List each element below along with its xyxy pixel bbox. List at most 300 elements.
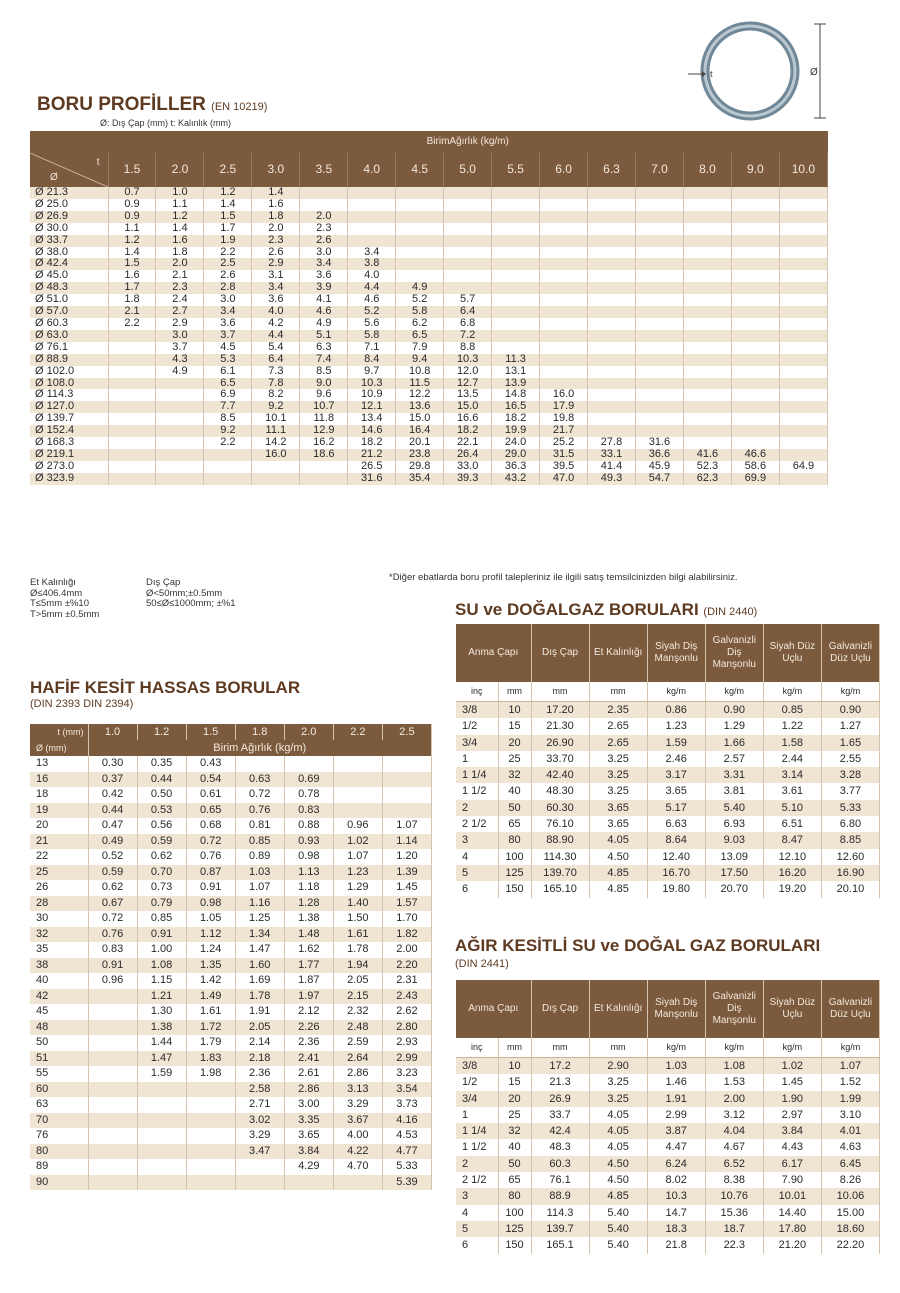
table-cell: 8.8: [444, 342, 492, 354]
table-cell: 0.96: [333, 818, 382, 834]
boru-col-header: 4.5: [396, 153, 444, 187]
table-cell: 3.31: [705, 767, 763, 783]
table-cell: 4.67: [705, 1139, 763, 1155]
table-cell: [156, 389, 204, 401]
table-cell: [683, 235, 731, 247]
table-cell: 90: [30, 1175, 88, 1191]
table-cell: 100: [498, 1205, 531, 1221]
table-cell: [588, 223, 636, 235]
table-cell: 48: [30, 1020, 88, 1036]
table-cell: 1 1/2: [456, 783, 498, 799]
table-row: [30, 849, 432, 865]
table-cell: 1.20: [382, 849, 431, 865]
table-cell: 3.87: [647, 1123, 705, 1139]
table-cell: 1.13: [284, 865, 333, 881]
table-cell: [635, 366, 683, 378]
su-col-header: Dış Çap: [531, 624, 589, 682]
su-unit: mm: [531, 682, 589, 702]
table-cell: [382, 787, 431, 803]
table-cell: 2.20: [382, 958, 431, 974]
table-cell: [88, 1004, 137, 1020]
table-cell: [156, 378, 204, 390]
table-cell: Ø 152.4: [30, 425, 108, 437]
table-cell: [588, 354, 636, 366]
table-cell: 64.9: [779, 461, 827, 473]
table-cell: 1.7: [204, 223, 252, 235]
table-cell: 2.36: [235, 1066, 284, 1082]
table-row: [30, 187, 828, 199]
table-cell: 4.3: [156, 354, 204, 366]
table-cell: 4.5: [204, 342, 252, 354]
table-row: [456, 1188, 880, 1204]
table-cell: Ø 273.0: [30, 461, 108, 473]
table-cell: 1.05: [186, 911, 235, 927]
table-cell: 2.2: [204, 437, 252, 449]
table-cell: 2.32: [333, 1004, 382, 1020]
table-cell: Ø 30.0: [30, 223, 108, 235]
table-cell: [588, 342, 636, 354]
table-cell: 0.68: [186, 818, 235, 834]
table-cell: 0.98: [186, 896, 235, 912]
table-cell: 3.4: [300, 258, 348, 270]
table-cell: 5.17: [647, 800, 705, 816]
table-cell: 2.05: [333, 973, 382, 989]
table-cell: 1: [456, 1107, 498, 1123]
table-cell: [108, 378, 156, 390]
table-cell: 3.54: [382, 1082, 431, 1098]
table-cell: 16.70: [647, 865, 705, 881]
table-cell: 18.60: [821, 1221, 879, 1237]
table-cell: 5.8: [396, 306, 444, 318]
table-cell: 29.0: [492, 449, 540, 461]
boru-legend: Ø: Dış Çap (mm) t: Kalınlık (mm): [100, 118, 232, 128]
table-cell: [396, 223, 444, 235]
table-cell: 1.69: [235, 973, 284, 989]
su-title-text: SU ve DOĞALGAZ BORULARI: [455, 600, 699, 619]
table-cell: 1.39: [382, 865, 431, 881]
table-row: [30, 1144, 432, 1160]
table-cell: [492, 294, 540, 306]
table-cell: [683, 211, 731, 223]
table-cell: 1.91: [235, 1004, 284, 1020]
table-cell: Ø 42.4: [30, 258, 108, 270]
table-cell: 60.30: [531, 800, 589, 816]
table-cell: Ø 168.3: [30, 437, 108, 449]
table-cell: 4.05: [589, 1123, 647, 1139]
table-cell: [156, 437, 204, 449]
table-cell: 50: [498, 1156, 531, 1172]
table-cell: 3.25: [589, 1074, 647, 1090]
table-cell: 69.9: [731, 473, 779, 485]
table-row: [456, 1156, 880, 1172]
table-cell: [108, 342, 156, 354]
table-cell: 3.65: [647, 783, 705, 799]
table-cell: 31.6: [348, 473, 396, 485]
table-cell: 16.90: [821, 865, 879, 881]
table-cell: [731, 366, 779, 378]
table-cell: 1.48: [284, 927, 333, 943]
table-cell: 13.6: [396, 401, 444, 413]
table-cell: 17.50: [705, 865, 763, 881]
table-cell: 33.0: [444, 461, 492, 473]
table-cell: 1.82: [382, 927, 431, 943]
table-row: [456, 1205, 880, 1221]
table-row: [30, 1128, 432, 1144]
table-cell: 4.9: [156, 366, 204, 378]
table-cell: 16.6: [444, 413, 492, 425]
table-cell: [156, 461, 204, 473]
table-cell: [635, 330, 683, 342]
table-cell: 5.3: [204, 354, 252, 366]
table-cell: [540, 270, 588, 282]
table-cell: 9.2: [252, 401, 300, 413]
table-cell: 1.4: [252, 187, 300, 199]
table-row: [30, 834, 432, 850]
table-cell: 19.80: [647, 881, 705, 897]
table-cell: 1.16: [235, 896, 284, 912]
table-cell: 3.23: [382, 1066, 431, 1082]
su-unit: inç: [456, 682, 498, 702]
tol-dia-1: Ø<50mm;±0.5mm: [146, 587, 223, 599]
table-cell: 2.15: [333, 989, 382, 1005]
table-row: [30, 389, 828, 401]
table-cell: 2.9: [252, 258, 300, 270]
table-cell: [683, 306, 731, 318]
table-cell: [779, 318, 827, 330]
table-cell: [683, 294, 731, 306]
table-cell: 89: [30, 1159, 88, 1175]
table-cell: 8.38: [705, 1172, 763, 1188]
table-cell: 63: [30, 1097, 88, 1113]
table-cell: 8.02: [647, 1172, 705, 1188]
table-cell: 1.15: [137, 973, 186, 989]
table-cell: 0.91: [186, 880, 235, 896]
table-cell: 40: [30, 973, 88, 989]
table-cell: [635, 223, 683, 235]
table-cell: 1.25: [235, 911, 284, 927]
table-cell: 3.13: [333, 1082, 382, 1098]
table-cell: 24.0: [492, 437, 540, 449]
table-cell: 4.50: [589, 849, 647, 865]
table-cell: [108, 425, 156, 437]
table-cell: 12.60: [821, 849, 879, 865]
table-cell: [333, 787, 382, 803]
table-cell: 0.53: [137, 803, 186, 819]
table-cell: 51: [30, 1051, 88, 1067]
table-cell: [683, 401, 731, 413]
table-cell: 3.61: [763, 783, 821, 799]
table-cell: [683, 247, 731, 259]
table-cell: 14.6: [348, 425, 396, 437]
table-cell: 2.99: [382, 1051, 431, 1067]
table-cell: 8.26: [821, 1172, 879, 1188]
table-cell: 2.59: [333, 1035, 382, 1051]
table-cell: 2.9: [156, 318, 204, 330]
table-cell: 0.87: [186, 865, 235, 881]
table-cell: 1.78: [333, 942, 382, 958]
table-cell: 1.2: [204, 187, 252, 199]
table-cell: [540, 223, 588, 235]
table-cell: 27.8: [588, 437, 636, 449]
table-cell: [156, 413, 204, 425]
table-cell: 12.9: [300, 425, 348, 437]
table-cell: [635, 247, 683, 259]
table-cell: 1.35: [186, 958, 235, 974]
table-cell: 40: [498, 783, 531, 799]
table-cell: 3/8: [456, 1058, 498, 1075]
hafif-col-header: 1.5: [186, 724, 235, 740]
table-cell: 2.14: [235, 1035, 284, 1051]
table-cell: 14.7: [647, 1205, 705, 1221]
table-cell: 0.44: [137, 772, 186, 788]
table-cell: 3.84: [763, 1123, 821, 1139]
table-row: [30, 1035, 432, 1051]
agir-unit: mm: [498, 1038, 531, 1058]
table-cell: 0.59: [137, 834, 186, 850]
table-cell: 12.10: [763, 849, 821, 865]
table-cell: [300, 473, 348, 485]
table-row: [30, 437, 828, 449]
table-cell: [779, 211, 827, 223]
table-cell: 2.58: [235, 1082, 284, 1098]
boru-corner: [30, 153, 108, 187]
table-cell: [779, 354, 827, 366]
table-cell: 0.86: [647, 702, 705, 719]
table-cell: [108, 401, 156, 413]
table-row: [30, 973, 432, 989]
table-cell: 3.65: [589, 800, 647, 816]
table-cell: 19.20: [763, 881, 821, 897]
table-cell: 3: [456, 1188, 498, 1204]
table-row: [30, 354, 828, 366]
table-cell: 2.7: [156, 306, 204, 318]
table-cell: 0.67: [88, 896, 137, 912]
table-cell: 2.18: [235, 1051, 284, 1067]
table-cell: [235, 756, 284, 772]
table-row: [30, 927, 432, 943]
agir-col-header: Anma Çapı: [456, 980, 531, 1038]
table-cell: 6: [456, 881, 498, 897]
table-row: [30, 258, 828, 270]
table-cell: 0.65: [186, 803, 235, 819]
table-row: [456, 718, 880, 734]
table-cell: 0.72: [235, 787, 284, 803]
table-cell: [108, 437, 156, 449]
table-cell: [540, 235, 588, 247]
table-cell: [284, 756, 333, 772]
table-cell: 33.1: [588, 449, 636, 461]
agir-col-header: Dış Çap: [531, 980, 589, 1038]
table-cell: 1.07: [333, 849, 382, 865]
table-cell: 1.29: [333, 880, 382, 896]
table-cell: 1.97: [284, 989, 333, 1005]
table-cell: 6.2: [396, 318, 444, 330]
table-cell: [731, 413, 779, 425]
table-cell: 19: [30, 803, 88, 819]
table-cell: 11.5: [396, 378, 444, 390]
table-row: [30, 473, 828, 485]
table-cell: [108, 413, 156, 425]
table-cell: 1.21: [137, 989, 186, 1005]
table-cell: Ø 63.0: [30, 330, 108, 342]
tol-wall-2: T≤5mm ±%10: [30, 598, 89, 609]
table-cell: 0.72: [88, 911, 137, 927]
table-cell: [88, 1082, 137, 1098]
table-cell: 9.03: [705, 832, 763, 848]
table-cell: 1.1: [156, 199, 204, 211]
table-cell: 1.99: [821, 1091, 879, 1107]
table-cell: [683, 270, 731, 282]
table-cell: 1.6: [108, 270, 156, 282]
table-cell: 1.60: [235, 958, 284, 974]
boru-standard: (EN 10219): [211, 101, 268, 113]
table-cell: 4.22: [333, 1144, 382, 1160]
table-cell: [731, 258, 779, 270]
table-cell: 0.83: [88, 942, 137, 958]
table-cell: 3/4: [456, 735, 498, 751]
table-cell: [779, 199, 827, 211]
table-cell: [108, 366, 156, 378]
table-cell: 3.4: [204, 306, 252, 318]
table-cell: 6.1: [204, 366, 252, 378]
table-cell: [731, 401, 779, 413]
table-cell: 2.43: [382, 989, 431, 1005]
table-row: [30, 958, 432, 974]
table-cell: 1.91: [647, 1091, 705, 1107]
table-cell: 1.22: [763, 718, 821, 734]
table-cell: 1.08: [137, 958, 186, 974]
table-cell: 0.30: [88, 756, 137, 772]
table-cell: [137, 1082, 186, 1098]
table-cell: 1.59: [647, 735, 705, 751]
table-cell: 1.23: [647, 718, 705, 734]
table-cell: 3.84: [284, 1144, 333, 1160]
table-cell: 4.85: [589, 881, 647, 897]
table-cell: 0.70: [137, 865, 186, 881]
table-cell: 13: [30, 756, 88, 772]
table-cell: 0.73: [137, 880, 186, 896]
table-cell: 3.81: [705, 783, 763, 799]
table-cell: [540, 378, 588, 390]
table-row: [30, 1004, 432, 1020]
table-cell: [779, 187, 827, 199]
table-cell: 4.16: [382, 1113, 431, 1129]
table-cell: [779, 378, 827, 390]
table-cell: [588, 330, 636, 342]
table-cell: 3.0: [204, 294, 252, 306]
table-cell: [540, 187, 588, 199]
table-cell: [348, 187, 396, 199]
table-cell: [540, 199, 588, 211]
table-cell: 3.35: [284, 1113, 333, 1129]
table-cell: 14.40: [763, 1205, 821, 1221]
table-cell: 5.40: [705, 800, 763, 816]
agir-unit: inç: [456, 1038, 498, 1058]
table-cell: 3.29: [235, 1128, 284, 1144]
table-cell: [137, 1144, 186, 1160]
table-cell: [779, 473, 827, 485]
table-cell: 1.4: [204, 199, 252, 211]
table-cell: 3.14: [763, 767, 821, 783]
table-cell: 1.0: [156, 187, 204, 199]
table-cell: [88, 1113, 137, 1129]
table-cell: [186, 1175, 235, 1191]
table-cell: 31.5: [540, 449, 588, 461]
table-cell: 2.6: [252, 247, 300, 259]
table-cell: [635, 354, 683, 366]
table-cell: [731, 235, 779, 247]
hafif-unit-header: Birim Ağırlık (kg/m): [88, 740, 432, 756]
table-cell: [635, 282, 683, 294]
table-cell: [137, 1113, 186, 1129]
table-cell: [731, 437, 779, 449]
table-cell: [444, 199, 492, 211]
table-cell: [396, 199, 444, 211]
table-cell: 42.40: [531, 767, 589, 783]
agir-table: [456, 980, 880, 1254]
table-cell: [444, 223, 492, 235]
table-cell: 43.2: [492, 473, 540, 485]
table-cell: [156, 401, 204, 413]
table-cell: [108, 461, 156, 473]
table-cell: 1.02: [763, 1058, 821, 1075]
table-cell: 1.30: [137, 1004, 186, 1020]
table-cell: 1.66: [705, 735, 763, 751]
su-col-header: Anma Çapı: [456, 624, 531, 682]
table-cell: [137, 1128, 186, 1144]
table-cell: [333, 1175, 382, 1191]
table-cell: 1.61: [333, 927, 382, 943]
table-cell: 11.8: [300, 413, 348, 425]
table-cell: [588, 425, 636, 437]
table-cell: 70: [30, 1113, 88, 1129]
table-cell: 13.9: [492, 378, 540, 390]
table-cell: 1.00: [137, 942, 186, 958]
table-cell: 3.73: [382, 1097, 431, 1113]
table-cell: 1.47: [235, 942, 284, 958]
table-cell: 5.40: [589, 1221, 647, 1237]
table-cell: 13.09: [705, 849, 763, 865]
agir-unit: kg/m: [763, 1038, 821, 1058]
table-cell: 0.91: [137, 927, 186, 943]
table-cell: [235, 1175, 284, 1191]
table-row: [30, 865, 432, 881]
table-cell: 0.54: [186, 772, 235, 788]
table-cell: 1.24: [186, 942, 235, 958]
table-cell: 1.14: [382, 834, 431, 850]
table-cell: [779, 413, 827, 425]
table-cell: 21: [30, 834, 88, 850]
table-row: [30, 330, 828, 342]
table-cell: 5.4: [252, 342, 300, 354]
table-cell: 5.7: [444, 294, 492, 306]
table-cell: 16.20: [763, 865, 821, 881]
table-cell: 1.9: [204, 235, 252, 247]
table-cell: 1.23: [333, 865, 382, 881]
table-cell: [540, 258, 588, 270]
hafif-col-header: 2.0: [284, 724, 333, 740]
table-cell: 1 1/4: [456, 1123, 498, 1139]
table-cell: 20.1: [396, 437, 444, 449]
table-cell: [88, 1066, 137, 1082]
agir-unit: kg/m: [705, 1038, 763, 1058]
table-cell: 21.3: [531, 1074, 589, 1090]
table-cell: 1.4: [156, 223, 204, 235]
table-row: [30, 247, 828, 259]
table-cell: 46.6: [731, 449, 779, 461]
table-cell: Ø 51.0: [30, 294, 108, 306]
agir-unit: mm: [531, 1038, 589, 1058]
